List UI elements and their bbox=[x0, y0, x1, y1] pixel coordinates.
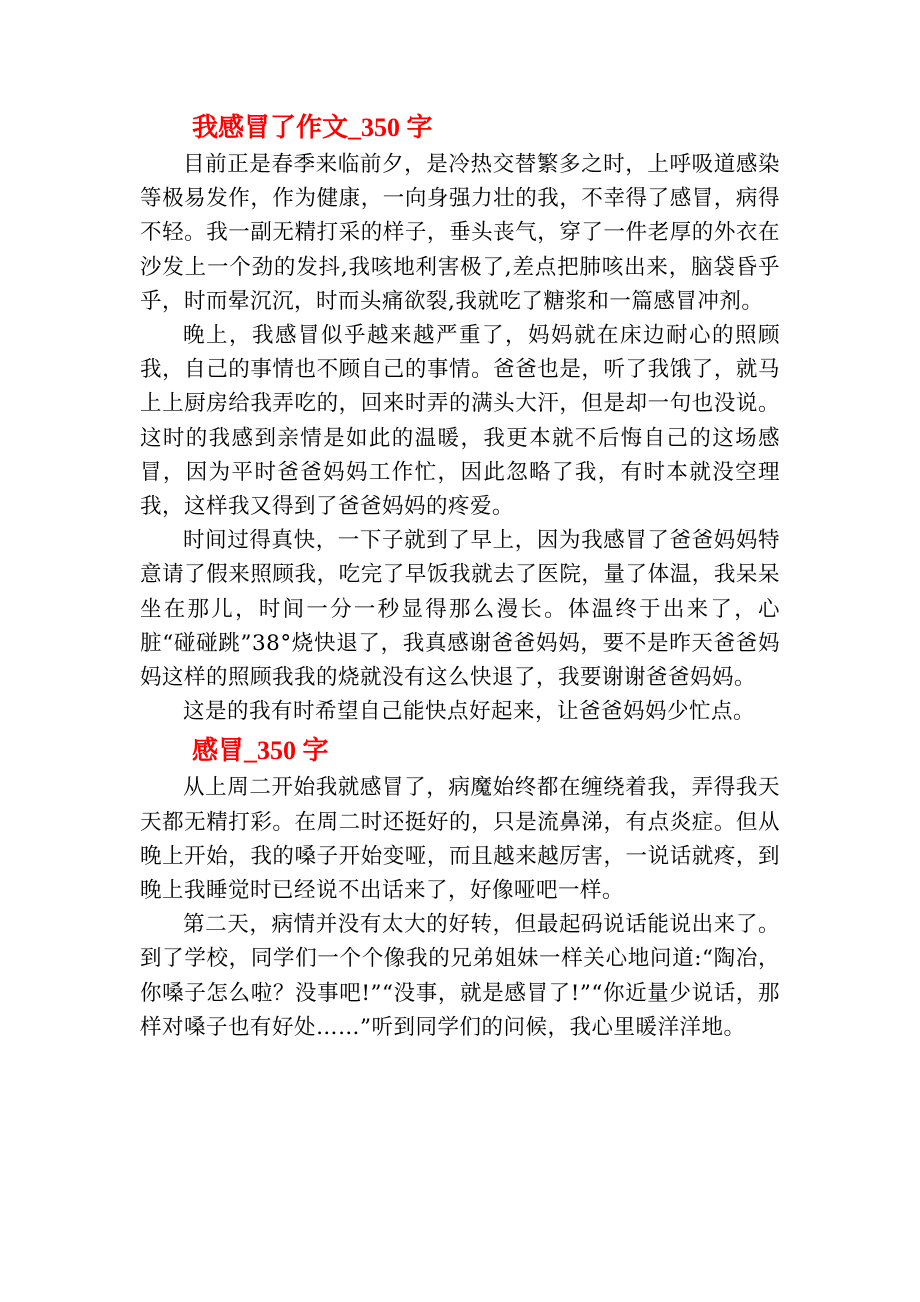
paragraph: 时间过得真快，一下子就到了早上，因为我感冒了爸爸妈妈特意请了假来照顾我，吃完了早饭我就去了医院，量了体温，我呆呆坐在那儿，时间一分一秒显得那么漫长。体温终于出来了，心脏“碰碰跳”38°烧快退了，我真感谢爸爸妈妈，要不是昨天爸爸妈妈这样的照顾我我的烧就没有这么快退了，我要谢谢爸爸妈妈。 bbox=[140, 528, 780, 691]
essay-title: 感冒_350 字 bbox=[192, 736, 329, 766]
paragraph: 这是的我有时希望自己能快点好起来，让爸爸妈妈少忙点。 bbox=[183, 699, 756, 725]
paragraph: 目前正是春季来临前夕，是冷热交替繁多之时，上呼吸道感染等极易发作，作为健康，一向身强力壮的我，不幸得了感冒，病得不轻。我一副无精打采的样子，垂头丧气，穿了一件老厚的外衣在沙发上一个劲的发抖,我咳地利害极了,差点把肺咳出来，脑袋昏乎乎，时而晕沉沉，时而头痛欲裂,我就吃了糖浆和一篇感冒冲剂。 bbox=[140, 152, 780, 314]
essay-2 bbox=[140, 731, 780, 1045]
paragraph: 从上周二开始我就感冒了，病魔始终都在缠绕着我，弄得我天天都无精打彩。在周二时还挺好的，只是流鼻涕，有点炎症。但从晚上开始，我的嗓子开始变哑，而且越来越厉害，一说话就疼，到晚上我睡觉时已经说不出话来了，好像哑吧一样。 bbox=[140, 775, 780, 904]
paragraph: 第二天，病情并没有太大的好转，但最起码说话能说出来了。到了学校，同学们一个个像我的兄弟姐妹一样关心地问道:“陶冶，你嗓子怎么啦？没事吧!”“没事，就是感冒了!”“你近量少说话，那样对嗓子也有好处……”听到同学们的问候，我心里暖洋洋地。 bbox=[140, 912, 780, 1040]
essay-1 bbox=[140, 108, 780, 729]
document-page bbox=[140, 108, 780, 1045]
paragraph: 晚上，我感冒似乎越来越严重了，妈妈就在床边耐心的照顾我，自己的事情也不顾自己的事情。爸爸也是，听了我饿了，就马上上厨房给我弄吃的，回来时弄的满头大汗，但是却一句也没说。这时的我感到亲情是如此的温暖，我更本就不后悔自己的这场感冒，因为平时爸爸妈妈工作忙，因此忽略了我，有时本就没空理我，这样我又得到了爸爸妈妈的疼爱。 bbox=[140, 323, 780, 520]
essay-title: 我感冒了作文_350 字 bbox=[192, 113, 433, 142]
